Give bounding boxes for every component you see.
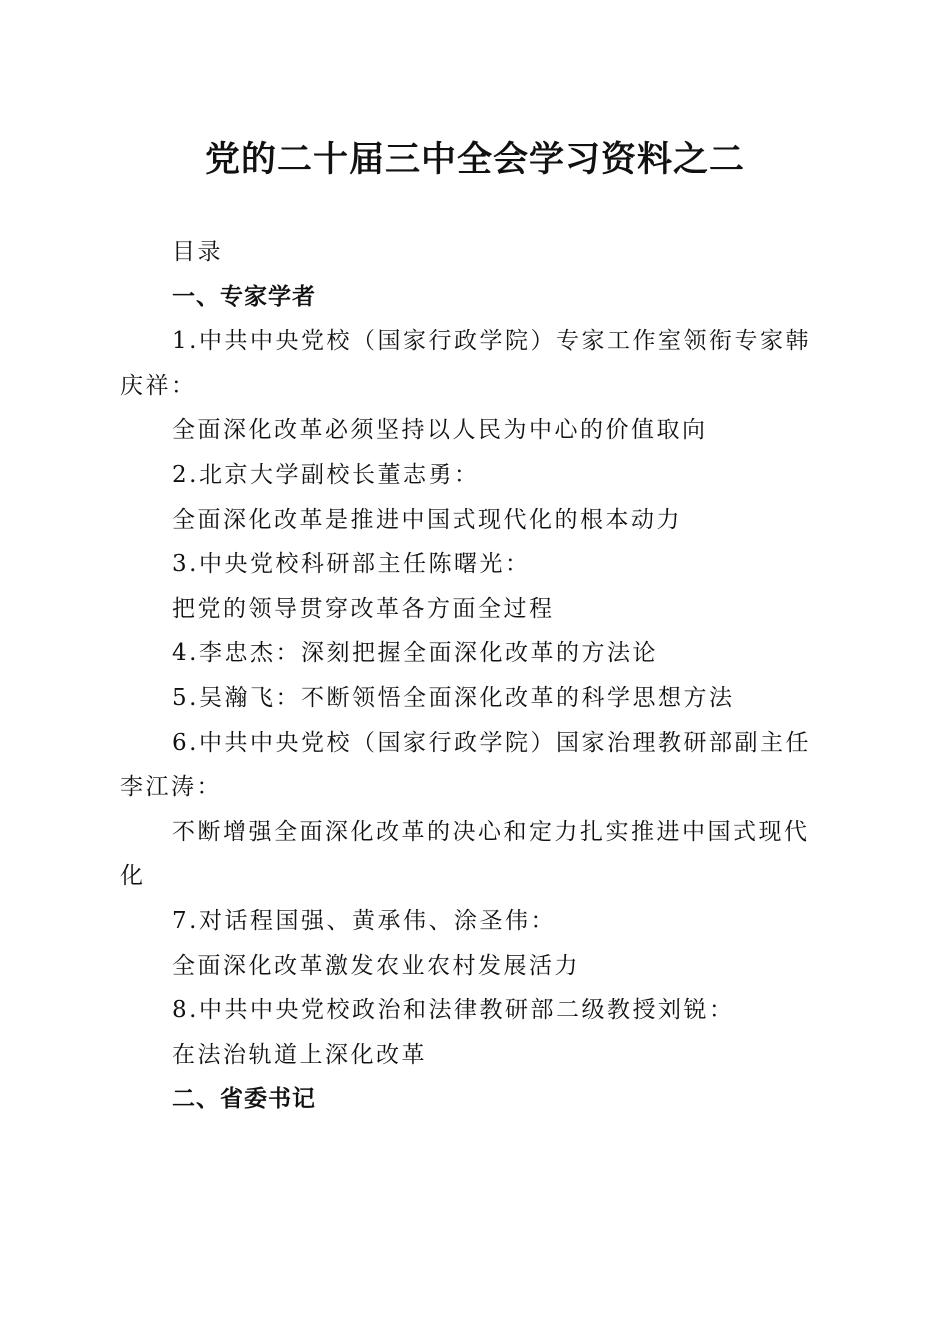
toc-entry: 不断增强全面深化改革的决心和定力扎实推进中国式现代化 xyxy=(120,818,810,890)
toc-entry: 在法治轨道上深化改革 xyxy=(172,1041,427,1068)
toc-entry: 全面深化改革必须坚持以人民为中心的价值取向 xyxy=(172,417,708,444)
toc-label: 目录 xyxy=(172,239,223,265)
toc-entry: 4.李忠杰：深刻把握全面深化改革的方法论 xyxy=(172,640,658,667)
section-heading-experts: 一、专家学者 xyxy=(172,283,316,310)
toc-entry: 把党的领导贯穿改革各方面全过程 xyxy=(172,595,555,622)
toc-entry: 3.中央党校科研部主任陈曙光： xyxy=(172,551,531,578)
section-heading-provincial-secretaries: 二、省委书记 xyxy=(172,1086,316,1113)
table-of-contents xyxy=(120,230,830,1122)
toc-entry: 6.中共中央党校（国家行政学院）国家治理教研部副主任李江涛： xyxy=(120,729,811,801)
toc-entry: 7.对话程国强、黄承伟、涂圣伟： xyxy=(172,907,556,934)
toc-entry: 全面深化改革是推进中国式现代化的根本动力 xyxy=(172,506,682,533)
toc-entry: 全面深化改革激发农业农村发展活力 xyxy=(172,952,580,979)
toc-entry: 8.中共中央党校政治和法律教研部二级教授刘锐： xyxy=(172,997,735,1024)
toc-entry: 1.中共中央党校（国家行政学院）专家工作室领衔专家韩庆祥： xyxy=(120,328,811,399)
toc-entry: 2.北京大学副校长董志勇： xyxy=(172,461,480,488)
toc-entry: 5.吴瀚飞：不断领悟全面深化改革的科学思想方法 xyxy=(172,684,735,711)
document-title: 党的二十届三中全会学习资料之二 xyxy=(204,140,745,180)
